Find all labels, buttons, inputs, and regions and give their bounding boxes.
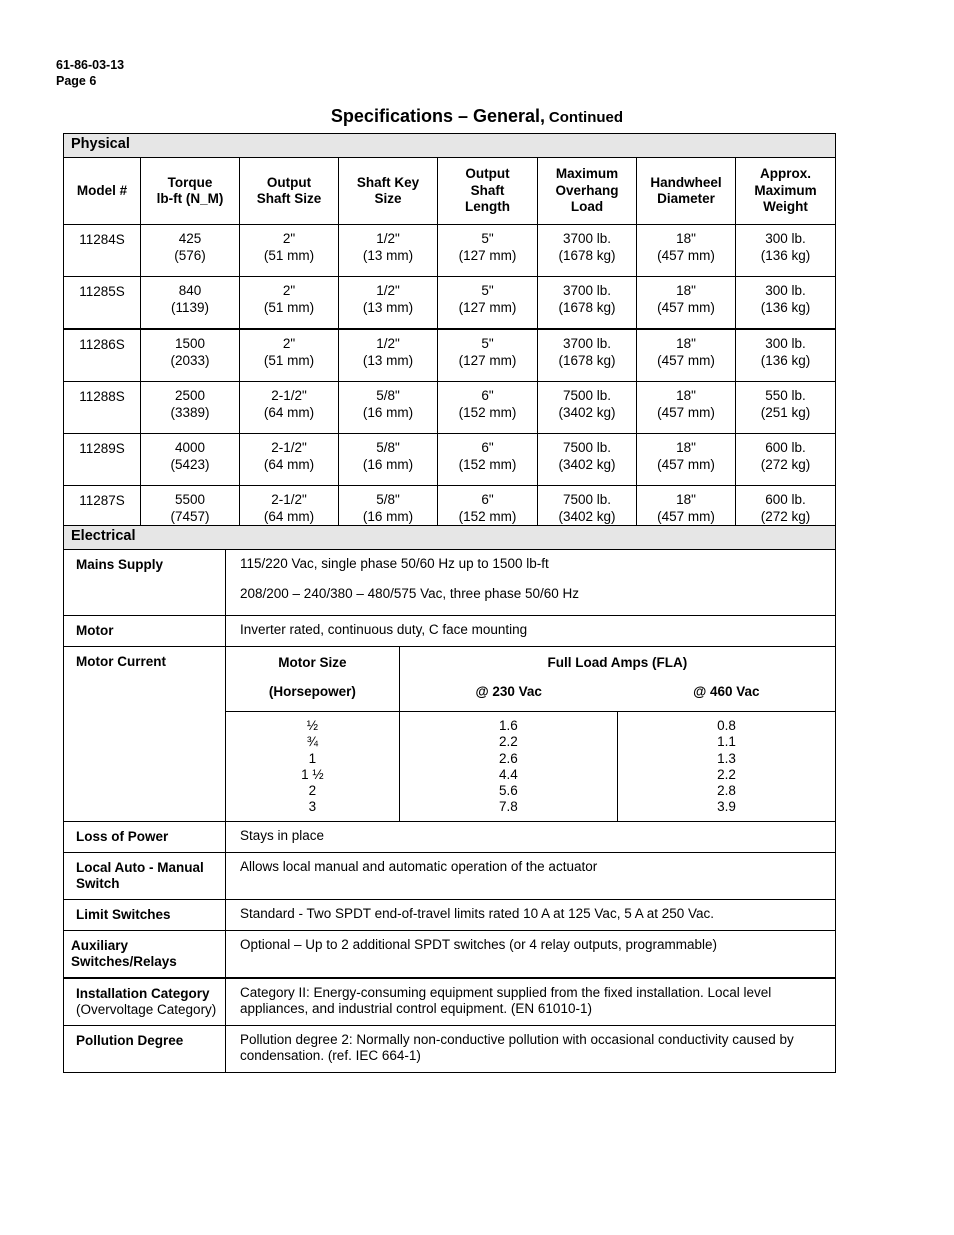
mains-supply-value — [226, 550, 836, 616]
key-size-line: 5/8" — [376, 492, 400, 507]
overhang-line: (3402 kg) — [558, 508, 616, 524]
key-size-line: 5/8" — [376, 440, 400, 455]
overhang-cell — [538, 382, 637, 434]
table-row — [64, 382, 836, 434]
motor-size-header: Motor Size — [278, 655, 347, 670]
handwheel-cell — [637, 382, 736, 434]
torque-line: 4000 — [174, 440, 206, 455]
page-title-suffix: Continued — [548, 109, 624, 126]
torque-cell — [141, 434, 240, 486]
model-cell: 11286S — [64, 329, 141, 382]
torque-cell — [141, 382, 240, 434]
mains-supply-row — [64, 550, 836, 616]
amps-460-value: 3.9 — [717, 799, 736, 815]
amps-460-value: 2.8 — [717, 783, 736, 799]
weight-line: 550 lb. — [765, 388, 806, 403]
installation-row — [64, 978, 836, 1026]
pollution-label: Pollution Degree — [64, 1025, 226, 1072]
pollution-value: Pollution degree 2: Normally non-conductive pollution with occasional conductivity caused by condensation. (ref. IEC 664-1) — [226, 1025, 836, 1072]
key-size-cell — [339, 277, 438, 330]
col-weight-label-3: Weight — [763, 199, 808, 215]
col-handwheel-label-2: Diameter — [657, 191, 715, 206]
col-weight-label-1: Approx. — [760, 166, 812, 182]
shaft-size-cell — [240, 225, 339, 277]
overhang-cell — [538, 329, 637, 382]
overhang-line: (1678 kg) — [558, 247, 616, 263]
col-torque-label-1: Torque — [167, 174, 213, 190]
motor-current-subheader-row — [226, 676, 835, 712]
torque-cell — [141, 225, 240, 277]
shaft-length-cell — [438, 382, 538, 434]
col-torque — [141, 158, 240, 225]
key-size-line: (16 mm) — [362, 508, 414, 524]
col-overhang-label-1: Maximum — [555, 166, 619, 182]
motor-current-values-row — [226, 712, 835, 821]
handwheel-cell — [637, 329, 736, 382]
shaft-size-line: 2-1/2" — [271, 492, 307, 507]
weight-cell — [736, 329, 836, 382]
weight-line: 300 lb. — [765, 336, 806, 351]
weight-cell — [736, 382, 836, 434]
col-handwheel — [637, 158, 736, 225]
torque-line: 1500 — [174, 336, 206, 351]
limit-switches-label: Limit Switches — [64, 899, 226, 930]
model-cell: 11284S — [64, 225, 141, 277]
handwheel-line: 18" — [676, 492, 696, 507]
table-row — [64, 329, 836, 382]
shaft-length-line: 5" — [481, 336, 494, 351]
table-row — [64, 225, 836, 277]
amps-230-value: 4.4 — [499, 766, 518, 782]
amps-460-value: 1.3 — [717, 750, 736, 766]
handwheel-cell — [637, 434, 736, 486]
electrical-section-title: Electrical — [64, 526, 836, 550]
col-torque-label-2: lb-ft (N_M) — [156, 191, 224, 206]
shaft-size-line: (51 mm) — [263, 247, 315, 263]
overhang-line: 3700 lb. — [562, 283, 612, 298]
model-cell: 11285S — [64, 277, 141, 330]
shaft-length-cell — [438, 329, 538, 382]
overhang-cell — [538, 277, 637, 330]
shaft-length-line: (127 mm) — [458, 247, 517, 263]
col-key-size-label-2: Size — [374, 191, 402, 206]
weight-line: 600 lb. — [765, 440, 806, 455]
amps-230-value: 5.6 — [499, 783, 518, 799]
loss-of-power-value: Stays in place — [226, 821, 836, 852]
col-shaft-length-label-2: Shaft — [470, 182, 505, 198]
document-number: 61-86-03-13 — [56, 58, 125, 72]
key-size-line: (13 mm) — [362, 299, 414, 315]
shaft-length-line: 6" — [481, 492, 494, 507]
auxiliary-value: Optional – Up to 2 additional SPDT switches (or 4 relay outputs, programmable) — [226, 930, 836, 978]
motor-current-table — [226, 647, 835, 821]
col-weight-label-2: Maximum — [754, 182, 817, 198]
weight-line: (136 kg) — [760, 352, 811, 368]
weight-cell — [736, 277, 836, 330]
torque-line: 5500 — [174, 492, 206, 507]
shaft-length-line: 6" — [481, 388, 494, 403]
local-auto-label: Local Auto - Manual Switch — [64, 852, 226, 899]
handwheel-line: (457 mm) — [657, 247, 715, 263]
loss-of-power-row — [64, 821, 836, 852]
weight-line: (272 kg) — [760, 508, 811, 524]
col-460-header: @ 460 Vac — [693, 684, 760, 699]
shaft-length-line: (152 mm) — [458, 456, 517, 472]
pollution-row — [64, 1025, 836, 1072]
handwheel-line: (457 mm) — [657, 352, 715, 368]
amps-230-values — [399, 712, 617, 821]
shaft-length-cell — [438, 434, 538, 486]
motor-size-values — [226, 712, 399, 821]
overhang-line: (1678 kg) — [558, 299, 616, 315]
auxiliary-label: Auxiliary Switches/Relays — [64, 930, 226, 978]
amps-230-value: 7.8 — [499, 799, 518, 815]
installation-label: Installation Category — [76, 985, 210, 1001]
page-title — [0, 106, 954, 127]
handwheel-line: 18" — [676, 336, 696, 351]
torque-line: (576) — [174, 247, 206, 263]
limit-switches-row — [64, 899, 836, 930]
torque-cell — [141, 277, 240, 330]
weight-line: (136 kg) — [760, 299, 811, 315]
physical-section-title: Physical — [64, 134, 836, 158]
motor-size-value: 1 ½ — [301, 766, 324, 782]
motor-size-value: ¾ — [306, 734, 319, 750]
shaft-size-line: 2" — [282, 231, 296, 246]
col-handwheel-label-1: Handwheel — [650, 174, 722, 190]
shaft-size-line: (64 mm) — [263, 508, 315, 524]
amps-230-value: 2.2 — [499, 734, 518, 750]
amps-230-value: 1.6 — [499, 718, 518, 733]
model-cell: 11289S — [64, 434, 141, 486]
overhang-line: 7500 lb. — [562, 440, 612, 455]
overhang-line: (1678 kg) — [558, 352, 616, 368]
torque-line: (5423) — [170, 456, 210, 472]
key-size-line: 1/2" — [376, 283, 400, 298]
overhang-line: 3700 lb. — [562, 231, 612, 246]
torque-line: (7457) — [170, 508, 210, 524]
key-size-line: 5/8" — [376, 388, 400, 403]
overhang-line: 7500 lb. — [562, 388, 612, 403]
shaft-size-line: (51 mm) — [263, 352, 315, 368]
col-key-size — [339, 158, 438, 225]
local-auto-value: Allows local manual and automatic operation of the actuator — [226, 852, 836, 899]
handwheel-cell — [637, 225, 736, 277]
auxiliary-row — [64, 930, 836, 978]
electrical-specs-table — [63, 525, 836, 1073]
weight-line: (272 kg) — [760, 456, 811, 472]
physical-specs-table — [63, 133, 836, 538]
shaft-length-line: 5" — [481, 231, 494, 246]
handwheel-line: (457 mm) — [657, 508, 715, 524]
motor-current-table-cell — [226, 647, 836, 822]
key-size-line: (16 mm) — [362, 404, 414, 420]
shaft-size-line: (64 mm) — [263, 404, 315, 420]
limit-switches-value: Standard - Two SPDT end-of-travel limits rated 10 A at 125 Vac, 5 A at 250 Vac. — [226, 899, 836, 930]
shaft-length-line: (127 mm) — [458, 352, 517, 368]
motor-current-header-row — [226, 647, 835, 676]
mains-supply-line-2: 208/200 – 240/380 – 480/575 Vac, three phase 50/60 Hz — [240, 585, 580, 601]
col-model — [64, 158, 141, 225]
key-size-line: 1/2" — [376, 231, 400, 246]
torque-line: 840 — [178, 283, 202, 298]
key-size-cell — [339, 382, 438, 434]
handwheel-cell — [637, 277, 736, 330]
overhang-line: (3402 kg) — [558, 456, 616, 472]
weight-line: 300 lb. — [765, 231, 806, 246]
installation-label-cell — [64, 978, 226, 1026]
mains-supply-line-1: 115/220 Vac, single phase 50/60 Hz up to 1500 lb-ft — [240, 556, 549, 571]
handwheel-line: 18" — [676, 388, 696, 403]
amps-460-value: 0.8 — [717, 718, 736, 733]
amps-230-value: 2.6 — [499, 750, 518, 766]
col-overhang-label-2: Overhang — [555, 182, 619, 198]
handwheel-line: 18" — [676, 440, 696, 455]
overhang-line: 7500 lb. — [562, 492, 612, 507]
col-key-size-label-1: Shaft Key — [356, 174, 420, 190]
motor-size-value: ½ — [306, 718, 319, 733]
weight-line: 300 lb. — [765, 283, 806, 298]
handwheel-line: 18" — [676, 283, 696, 298]
col-shaft-size-label-1: Output — [266, 174, 312, 190]
handwheel-line: (457 mm) — [657, 456, 715, 472]
col-shaft-length-label-1: Output — [465, 166, 510, 182]
key-size-cell — [339, 434, 438, 486]
col-model-label: Model # — [76, 182, 128, 198]
torque-line: 2500 — [174, 388, 206, 403]
shaft-size-cell — [240, 329, 339, 382]
shaft-length-line: 5" — [481, 283, 494, 298]
shaft-size-cell — [240, 277, 339, 330]
col-shaft-size-label-2: Shaft Size — [256, 191, 322, 206]
key-size-line: (13 mm) — [362, 247, 414, 263]
model-cell: 11287S — [64, 486, 141, 538]
torque-cell — [141, 329, 240, 382]
loss-of-power-label: Loss of Power — [64, 821, 226, 852]
key-size-line: (13 mm) — [362, 352, 414, 368]
shaft-size-line: 2-1/2" — [271, 388, 307, 403]
page-title-main: Specifications – General, — [330, 106, 546, 126]
shaft-size-line: 2" — [282, 336, 296, 351]
motor-label: Motor — [64, 616, 226, 647]
amps-460-value: 2.2 — [717, 766, 736, 782]
physical-header-row — [64, 158, 836, 225]
table-row — [64, 434, 836, 486]
torque-line: 425 — [178, 231, 202, 246]
shaft-size-line: (64 mm) — [263, 456, 315, 472]
shaft-size-line: (51 mm) — [263, 299, 315, 315]
torque-line: (3389) — [170, 404, 210, 420]
overhang-line: (3402 kg) — [558, 404, 616, 420]
col-shaft-length — [438, 158, 538, 225]
amps-460-value: 1.1 — [717, 734, 736, 750]
motor-value: Inverter rated, continuous duty, C face mounting — [226, 616, 836, 647]
weight-line: (136 kg) — [760, 247, 811, 263]
key-size-line: 1/2" — [376, 336, 400, 351]
handwheel-line: (457 mm) — [657, 299, 715, 315]
model-cell: 11288S — [64, 382, 141, 434]
weight-cell — [736, 434, 836, 486]
torque-line: (1139) — [170, 299, 210, 315]
document-header — [56, 57, 124, 89]
motor-current-label: Motor Current — [64, 647, 226, 822]
shaft-length-line: 6" — [481, 440, 494, 455]
shaft-size-line: 2" — [282, 283, 296, 298]
handwheel-line: (457 mm) — [657, 404, 715, 420]
motor-row — [64, 616, 836, 647]
shaft-length-line: (152 mm) — [458, 508, 517, 524]
motor-size-value: 2 — [308, 783, 317, 799]
weight-line: (251 kg) — [760, 404, 811, 420]
motor-size-value: 3 — [308, 799, 317, 815]
amps-460-values — [618, 712, 835, 821]
shaft-length-line: (152 mm) — [458, 404, 517, 420]
key-size-line: (16 mm) — [362, 456, 414, 472]
installation-sublabel: (Overvoltage Category) — [76, 1002, 217, 1018]
local-auto-row — [64, 852, 836, 899]
key-size-cell — [339, 225, 438, 277]
col-shaft-length-label-3: Length — [465, 199, 510, 215]
installation-value: Category II: Energy-consuming equipment supplied from the fixed installation. Local level appliances, and industrial control equipment. (EN 61010-1) — [226, 978, 836, 1026]
shaft-size-cell — [240, 382, 339, 434]
col-weight — [736, 158, 836, 225]
weight-cell — [736, 225, 836, 277]
shaft-length-cell — [438, 277, 538, 330]
col-shaft-size — [240, 158, 339, 225]
col-overhang-label-3: Load — [570, 199, 604, 215]
fla-header: Full Load Amps (FLA) — [399, 647, 835, 676]
overhang-cell — [538, 434, 637, 486]
weight-line: 600 lb. — [765, 492, 806, 507]
page-number: Page 6 — [56, 74, 97, 88]
shaft-size-cell — [240, 434, 339, 486]
col-230-header: @ 230 Vac — [399, 676, 617, 712]
col-overhang — [538, 158, 637, 225]
mains-supply-label: Mains Supply — [64, 550, 226, 616]
torque-line: (2033) — [170, 352, 210, 368]
overhang-cell — [538, 225, 637, 277]
shaft-length-line: (127 mm) — [458, 299, 517, 315]
table-row — [64, 277, 836, 330]
motor-size-subheader: (Horsepower) — [268, 684, 356, 699]
motor-current-row — [64, 647, 836, 822]
handwheel-line: 18" — [676, 231, 696, 246]
shaft-size-line: 2-1/2" — [271, 440, 307, 455]
key-size-cell — [339, 329, 438, 382]
shaft-length-cell — [438, 225, 538, 277]
overhang-line: 3700 lb. — [562, 336, 612, 351]
motor-size-value: 1 — [308, 750, 317, 766]
